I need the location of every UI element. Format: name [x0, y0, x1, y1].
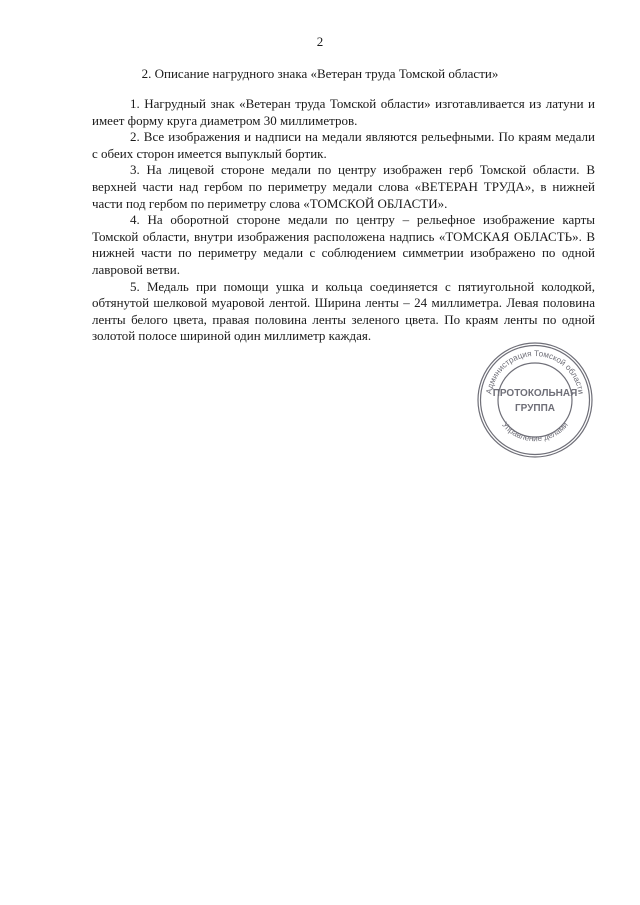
- stamp-center-line-2: ГРУППА: [514, 403, 556, 414]
- document-title: 2. Описание нагрудного знака «Ветеран труда Томской области»: [141, 66, 499, 81]
- official-stamp: [475, 340, 595, 460]
- page-number: 2: [316, 34, 324, 49]
- paragraph-4: 4. На оборотной стороне медали по центру – рельефное изображение карты Томской области, внутри изображения расположена надпись «ТОМСКАЯ ОБЛАСТЬ». В нижней части по периметру медали с соблюдением симметрии изображено по одной лавровой ветви.: [92, 212, 595, 277]
- paragraph-1: 1. Нагрудный знак «Ветеран труда Томской области» изготавливается из латуни и имеет форму круга диаметром 30 миллиметров.: [92, 96, 595, 128]
- stamp-seal-icon: [475, 340, 595, 460]
- stamp-bottom-text: Управление делами: [500, 420, 570, 444]
- stamp-outer-text: Администрация Томской области: [484, 348, 586, 395]
- stamp-center-line-1: ПРОТОКОЛЬНАЯ: [492, 388, 578, 399]
- paragraph-3: 3. На лицевой стороне медали по центру изображен герб Томской области. В верхней части над гербом по периметру медали слова «ВЕТЕРАН ТРУДА», в нижней части под гербом по периметру слова «ТОМСКОЙ ОБЛАСТИ».: [92, 162, 595, 211]
- document-body: [92, 96, 595, 345]
- paragraph-5: 5. Медаль при помощи ушка и кольца соединяется с пятиугольной колодкой, обтянутой шелковой муаровой лентой. Ширина ленты – 24 миллиметра. Левая половина ленты белого цвета, правая половина ленты зеленого цвета. По краям ленты по одной золотой полосе шириной один миллиметр каждая.: [92, 278, 595, 344]
- paragraph-2: 2. Все изображения и надписи на медали являются рельефными. По краям медали с обеих сторон имеется выпуклый бортик.: [92, 129, 595, 161]
